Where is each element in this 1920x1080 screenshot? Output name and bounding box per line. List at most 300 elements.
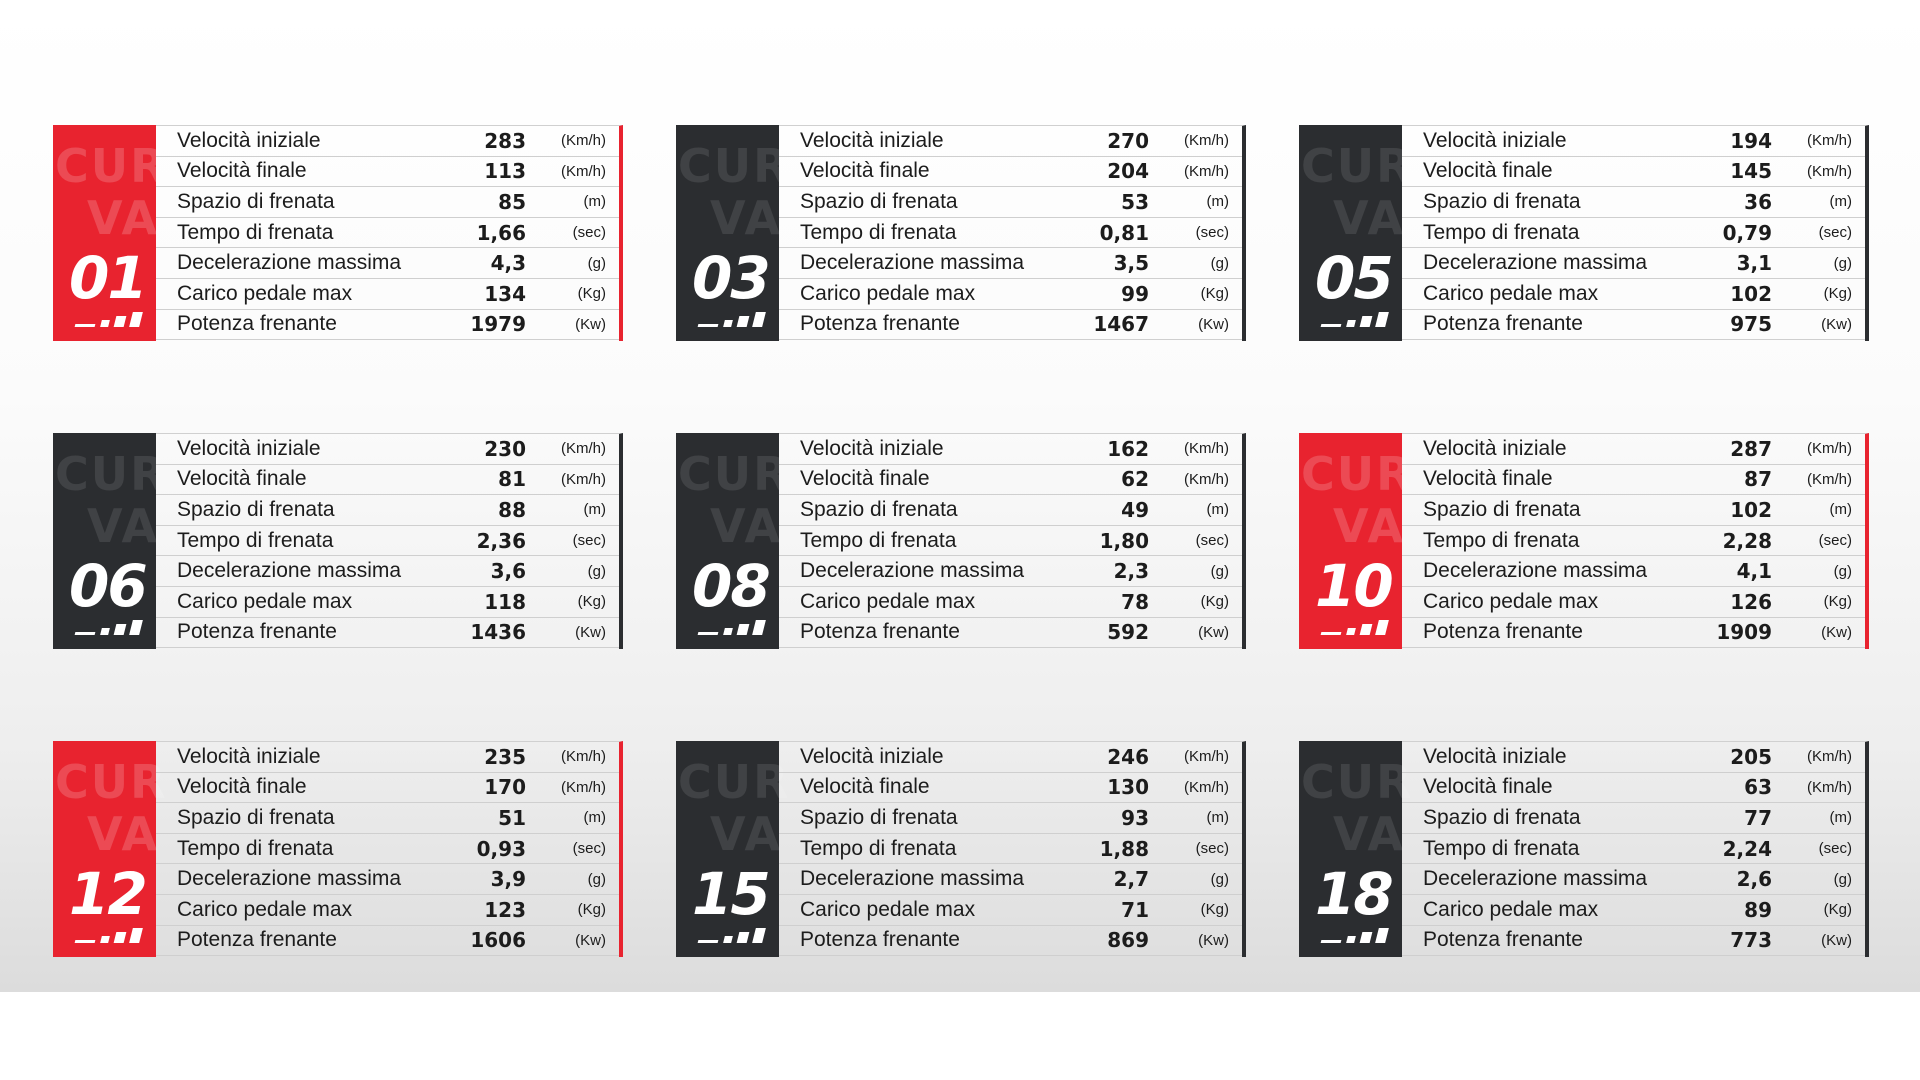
stat-unit: (m) xyxy=(1206,193,1229,211)
stat-value: 270 xyxy=(1107,128,1149,153)
stat-unit: (Km/h) xyxy=(1184,748,1229,766)
curve-badge xyxy=(53,433,168,649)
stats-row xyxy=(779,248,1242,279)
stat-value: 102 xyxy=(1730,281,1772,306)
stat-value: 88 xyxy=(498,497,526,522)
stat-unit: (m) xyxy=(1829,193,1852,211)
stat-value: 4,3 xyxy=(490,251,526,276)
stat-unit: (Kw) xyxy=(1821,931,1852,949)
stat-label: Carico pedale max xyxy=(177,589,353,613)
curve-watermark: CUR xyxy=(678,139,791,193)
stat-value: 53 xyxy=(1121,189,1149,214)
curve-watermark: VA xyxy=(1333,807,1406,861)
stats-row xyxy=(1402,587,1865,618)
curve-card xyxy=(676,125,1250,341)
stat-label: Potenza frenante xyxy=(800,312,960,336)
curve-number: 01 xyxy=(69,244,146,312)
stat-value: 36 xyxy=(1744,189,1772,214)
stat-unit: (Kg) xyxy=(577,593,606,611)
curve-watermark: CUR xyxy=(678,447,791,501)
stat-label: Velocità finale xyxy=(1423,467,1553,491)
curve-watermark: CUR xyxy=(1301,447,1414,501)
stat-label: Tempo di frenata xyxy=(177,220,334,244)
stat-label: Tempo di frenata xyxy=(800,528,957,552)
stat-value: 170 xyxy=(484,775,526,800)
stat-label: Velocità iniziale xyxy=(1423,436,1567,460)
stat-label: Spazio di frenata xyxy=(800,805,958,829)
curve-badge xyxy=(676,433,791,649)
signal-bars-icon xyxy=(75,311,141,327)
stat-label: Velocità iniziale xyxy=(177,436,321,460)
curve-card xyxy=(676,741,1250,957)
stat-label: Velocità iniziale xyxy=(177,744,321,768)
stats-row xyxy=(156,556,619,587)
stat-label: Tempo di frenata xyxy=(800,836,957,860)
curve-watermark: VA xyxy=(87,807,160,861)
curve-badge xyxy=(1299,433,1414,649)
stat-unit: (sec) xyxy=(572,224,606,242)
stat-value: 126 xyxy=(1730,589,1772,614)
stats-row xyxy=(779,526,1242,557)
stats-row xyxy=(779,587,1242,618)
stat-unit: (Kg) xyxy=(1823,593,1852,611)
curve-watermark: VA xyxy=(710,499,783,553)
curve-badge xyxy=(676,125,791,341)
stats-row xyxy=(1402,803,1865,834)
stat-unit: (g) xyxy=(587,870,606,888)
stat-label: Velocità finale xyxy=(800,159,930,183)
stat-unit: (m) xyxy=(1206,501,1229,519)
curve-watermark: CUR xyxy=(1301,755,1414,809)
stats-table xyxy=(1402,741,1869,957)
stat-unit: (sec) xyxy=(1818,532,1852,550)
stats-row xyxy=(156,803,619,834)
curve-watermark: CUR xyxy=(1301,139,1414,193)
curve-badge xyxy=(1299,125,1414,341)
stats-row xyxy=(779,279,1242,310)
stat-label: Velocità finale xyxy=(1423,775,1553,799)
stats-row xyxy=(779,465,1242,496)
stat-label: Spazio di frenata xyxy=(800,497,958,521)
stat-unit: (g) xyxy=(587,562,606,580)
curve-number: 18 xyxy=(1315,860,1392,928)
stats-table xyxy=(1402,125,1869,341)
stat-value: 194 xyxy=(1730,128,1772,153)
signal-bars-icon xyxy=(75,927,141,943)
curve-number: 06 xyxy=(69,552,146,620)
stat-unit: (m) xyxy=(1829,809,1852,827)
stat-value: 93 xyxy=(1121,805,1149,830)
curve-number: 03 xyxy=(692,244,769,312)
stat-label: Potenza frenante xyxy=(1423,928,1583,952)
stats-row xyxy=(779,126,1242,157)
stats-row xyxy=(1402,434,1865,465)
stats-table xyxy=(156,125,623,341)
stat-unit: (g) xyxy=(1210,562,1229,580)
stats-row xyxy=(779,803,1242,834)
stat-value: 205 xyxy=(1730,744,1772,769)
stat-label: Potenza frenante xyxy=(800,928,960,952)
stat-unit: (Km/h) xyxy=(561,748,606,766)
stat-unit: (m) xyxy=(583,809,606,827)
stat-unit: (Kg) xyxy=(577,285,606,303)
stat-label: Potenza frenante xyxy=(177,928,337,952)
stat-label: Decelerazione massima xyxy=(1423,867,1648,891)
stat-label: Spazio di frenata xyxy=(1423,805,1581,829)
curve-card xyxy=(1299,741,1873,957)
stat-label: Velocità iniziale xyxy=(800,436,944,460)
stat-label: Decelerazione massima xyxy=(800,251,1025,275)
stat-value: 49 xyxy=(1121,497,1149,522)
stat-unit: (Km/h) xyxy=(561,132,606,150)
stat-unit: (Kw) xyxy=(1198,315,1229,333)
stat-value: 235 xyxy=(484,744,526,769)
stat-value: 283 xyxy=(484,128,526,153)
stats-row xyxy=(156,279,619,310)
stat-label: Spazio di frenata xyxy=(800,189,958,213)
curve-card xyxy=(53,433,627,649)
stats-row xyxy=(1402,126,1865,157)
stats-row xyxy=(156,187,619,218)
stat-unit: (Km/h) xyxy=(1184,778,1229,796)
stat-label: Tempo di frenata xyxy=(177,836,334,860)
stat-label: Velocità iniziale xyxy=(800,128,944,152)
stats-row xyxy=(779,773,1242,804)
curve-number: 12 xyxy=(69,860,146,928)
curve-badge xyxy=(1299,741,1414,957)
stats-row xyxy=(156,526,619,557)
curve-watermark: VA xyxy=(710,807,783,861)
curve-watermark: CUR xyxy=(55,755,168,809)
stat-unit: (sec) xyxy=(572,840,606,858)
stat-unit: (g) xyxy=(1833,562,1852,580)
stat-value: 51 xyxy=(498,805,526,830)
stat-value: 118 xyxy=(484,589,526,614)
stat-label: Tempo di frenata xyxy=(800,220,957,244)
stat-label: Velocità finale xyxy=(800,467,930,491)
stat-unit: (sec) xyxy=(1195,840,1229,858)
stats-row xyxy=(156,434,619,465)
stats-row xyxy=(1402,495,1865,526)
stat-value: 89 xyxy=(1744,897,1772,922)
curve-number: 05 xyxy=(1315,244,1392,312)
stat-unit: (Kw) xyxy=(1821,315,1852,333)
stats-row xyxy=(1402,310,1865,341)
stat-label: Carico pedale max xyxy=(800,897,976,921)
stats-row xyxy=(1402,556,1865,587)
stat-value: 3,6 xyxy=(490,559,526,584)
stat-value: 102 xyxy=(1730,497,1772,522)
stats-row xyxy=(1402,248,1865,279)
stat-unit: (Kg) xyxy=(1200,593,1229,611)
stats-row xyxy=(156,895,619,926)
stat-label: Carico pedale max xyxy=(800,589,976,613)
stat-label: Velocità finale xyxy=(1423,159,1553,183)
curve-watermark: VA xyxy=(1333,191,1406,245)
stat-value: 87 xyxy=(1744,467,1772,492)
curve-card xyxy=(1299,125,1873,341)
stats-row xyxy=(1402,864,1865,895)
stat-label: Spazio di frenata xyxy=(1423,189,1581,213)
curve-card xyxy=(1299,433,1873,649)
stat-unit: (Km/h) xyxy=(1807,440,1852,458)
stats-row xyxy=(779,864,1242,895)
stat-value: 975 xyxy=(1730,312,1772,337)
stat-label: Carico pedale max xyxy=(1423,589,1599,613)
stat-label: Decelerazione massima xyxy=(800,867,1025,891)
stat-label: Velocità finale xyxy=(177,775,307,799)
stat-unit: (sec) xyxy=(1818,224,1852,242)
stat-value: 1467 xyxy=(1093,312,1149,337)
stat-unit: (sec) xyxy=(1818,840,1852,858)
stat-value: 3,1 xyxy=(1736,251,1772,276)
stat-label: Carico pedale max xyxy=(1423,897,1599,921)
stat-value: 1,66 xyxy=(476,220,526,245)
stat-value: 773 xyxy=(1730,928,1772,953)
stats-row xyxy=(779,834,1242,865)
stats-row xyxy=(156,310,619,341)
stat-unit: (Kg) xyxy=(1823,901,1852,919)
stats-row xyxy=(779,742,1242,773)
curve-badge xyxy=(53,741,168,957)
signal-bars-icon xyxy=(1321,311,1387,327)
stat-unit: (Kw) xyxy=(1821,623,1852,641)
stat-label: Carico pedale max xyxy=(177,897,353,921)
stat-label: Tempo di frenata xyxy=(1423,836,1580,860)
stat-label: Decelerazione massima xyxy=(1423,559,1648,583)
stat-value: 1606 xyxy=(470,928,526,953)
stat-label: Tempo di frenata xyxy=(1423,528,1580,552)
curve-badge xyxy=(53,125,168,341)
curve-watermark: VA xyxy=(1333,499,1406,553)
stats-row xyxy=(1402,618,1865,649)
stats-row xyxy=(156,926,619,957)
stat-label: Decelerazione massima xyxy=(1423,251,1648,275)
curve-watermark: CUR xyxy=(55,139,168,193)
stats-row xyxy=(1402,187,1865,218)
stat-unit: (g) xyxy=(587,254,606,272)
stat-label: Velocità iniziale xyxy=(1423,128,1567,152)
curve-watermark: CUR xyxy=(678,755,791,809)
stat-unit: (Km/h) xyxy=(561,778,606,796)
stats-row xyxy=(779,618,1242,649)
stat-value: 134 xyxy=(484,281,526,306)
stats-row xyxy=(779,495,1242,526)
stats-row xyxy=(1402,279,1865,310)
stat-unit: (Km/h) xyxy=(1807,162,1852,180)
stat-value: 62 xyxy=(1121,467,1149,492)
stats-row xyxy=(779,895,1242,926)
curve-number: 15 xyxy=(692,860,769,928)
stat-value: 1436 xyxy=(470,620,526,645)
stat-unit: (Km/h) xyxy=(1184,162,1229,180)
stat-unit: (Kw) xyxy=(1198,623,1229,641)
stat-value: 0,79 xyxy=(1722,220,1772,245)
curve-watermark: VA xyxy=(87,191,160,245)
stats-row xyxy=(1402,926,1865,957)
stat-value: 113 xyxy=(484,159,526,184)
stat-value: 162 xyxy=(1107,436,1149,461)
stat-value: 4,1 xyxy=(1736,559,1772,584)
stat-label: Decelerazione massima xyxy=(177,867,402,891)
stats-row xyxy=(156,773,619,804)
stat-value: 63 xyxy=(1744,775,1772,800)
stat-value: 2,3 xyxy=(1113,559,1149,584)
stats-row xyxy=(156,157,619,188)
stats-row xyxy=(1402,895,1865,926)
signal-bars-icon xyxy=(698,927,764,943)
stat-unit: (Km/h) xyxy=(561,440,606,458)
stat-label: Spazio di frenata xyxy=(1423,497,1581,521)
stats-row xyxy=(779,218,1242,249)
stats-row xyxy=(779,310,1242,341)
stat-label: Potenza frenante xyxy=(177,620,337,644)
stat-label: Velocità iniziale xyxy=(177,128,321,152)
stat-unit: (g) xyxy=(1833,870,1852,888)
stat-unit: (Km/h) xyxy=(1184,440,1229,458)
stat-unit: (Km/h) xyxy=(1807,132,1852,150)
stat-unit: (Km/h) xyxy=(1807,778,1852,796)
stats-table xyxy=(1402,433,1869,649)
stat-label: Decelerazione massima xyxy=(800,559,1025,583)
stat-label: Spazio di frenata xyxy=(177,189,335,213)
stats-row xyxy=(779,556,1242,587)
stat-unit: (g) xyxy=(1210,254,1229,272)
stats-row xyxy=(1402,526,1865,557)
stat-value: 71 xyxy=(1121,897,1149,922)
stat-value: 2,28 xyxy=(1722,528,1772,553)
stat-value: 3,9 xyxy=(490,867,526,892)
curve-number: 10 xyxy=(1315,552,1392,620)
stat-unit: (Km/h) xyxy=(1807,748,1852,766)
stat-value: 1,88 xyxy=(1099,836,1149,861)
stat-value: 869 xyxy=(1107,928,1149,953)
stat-label: Tempo di frenata xyxy=(177,528,334,552)
stat-value: 145 xyxy=(1730,159,1772,184)
stat-unit: (m) xyxy=(583,193,606,211)
curve-watermark: VA xyxy=(710,191,783,245)
curve-watermark: CUR xyxy=(55,447,168,501)
stats-row xyxy=(156,834,619,865)
stat-label: Potenza frenante xyxy=(800,620,960,644)
stat-value: 0,93 xyxy=(476,836,526,861)
stat-unit: (Km/h) xyxy=(1184,470,1229,488)
curve-card xyxy=(53,125,627,341)
stat-value: 77 xyxy=(1744,805,1772,830)
stats-row xyxy=(156,465,619,496)
stat-label: Velocità iniziale xyxy=(800,744,944,768)
stat-unit: (m) xyxy=(1829,501,1852,519)
stats-table xyxy=(779,433,1246,649)
stats-row xyxy=(779,187,1242,218)
stat-unit: (Km/h) xyxy=(1807,470,1852,488)
stat-label: Spazio di frenata xyxy=(177,497,335,521)
stat-unit: (Kg) xyxy=(1823,285,1852,303)
stat-value: 81 xyxy=(498,467,526,492)
stat-value: 1979 xyxy=(470,312,526,337)
stat-label: Decelerazione massima xyxy=(177,559,402,583)
stat-label: Potenza frenante xyxy=(1423,312,1583,336)
stat-label: Spazio di frenata xyxy=(177,805,335,829)
stat-value: 230 xyxy=(484,436,526,461)
stats-row xyxy=(1402,773,1865,804)
stat-unit: (Km/h) xyxy=(561,162,606,180)
stats-row xyxy=(156,742,619,773)
stat-unit: (sec) xyxy=(1195,224,1229,242)
stats-row xyxy=(156,618,619,649)
curve-card xyxy=(676,433,1250,649)
stat-label: Potenza frenante xyxy=(1423,620,1583,644)
stats-row xyxy=(1402,465,1865,496)
stat-unit: (Kw) xyxy=(575,623,606,641)
stats-row xyxy=(156,126,619,157)
stat-label: Velocità iniziale xyxy=(1423,744,1567,768)
stat-value: 246 xyxy=(1107,744,1149,769)
stat-unit: (Km/h) xyxy=(1184,132,1229,150)
stat-label: Carico pedale max xyxy=(177,281,353,305)
stat-value: 1909 xyxy=(1716,620,1772,645)
stats-table xyxy=(156,741,623,957)
stat-value: 0,81 xyxy=(1099,220,1149,245)
curve-card xyxy=(53,741,627,957)
stat-unit: (Kw) xyxy=(1198,931,1229,949)
stat-value: 2,6 xyxy=(1736,867,1772,892)
stat-label: Decelerazione massima xyxy=(177,251,402,275)
signal-bars-icon xyxy=(75,619,141,635)
stat-value: 99 xyxy=(1121,281,1149,306)
stats-table xyxy=(779,125,1246,341)
stats-row xyxy=(1402,834,1865,865)
signal-bars-icon xyxy=(698,619,764,635)
stats-row xyxy=(156,864,619,895)
stat-label: Carico pedale max xyxy=(1423,281,1599,305)
stat-unit: (Kg) xyxy=(577,901,606,919)
stat-label: Tempo di frenata xyxy=(1423,220,1580,244)
stat-value: 287 xyxy=(1730,436,1772,461)
stat-unit: (sec) xyxy=(1195,532,1229,550)
stats-row xyxy=(1402,157,1865,188)
stat-value: 1,80 xyxy=(1099,528,1149,553)
stat-value: 2,7 xyxy=(1113,867,1149,892)
signal-bars-icon xyxy=(1321,619,1387,635)
stat-value: 85 xyxy=(498,189,526,214)
stat-unit: (Kg) xyxy=(1200,901,1229,919)
stat-value: 2,24 xyxy=(1722,836,1772,861)
signal-bars-icon xyxy=(698,311,764,327)
stats-row xyxy=(1402,742,1865,773)
stats-row xyxy=(156,587,619,618)
stats-row xyxy=(156,218,619,249)
stats-table xyxy=(156,433,623,649)
stat-label: Potenza frenante xyxy=(177,312,337,336)
stat-unit: (m) xyxy=(1206,809,1229,827)
stat-unit: (sec) xyxy=(572,532,606,550)
stats-row xyxy=(156,495,619,526)
stat-unit: (g) xyxy=(1833,254,1852,272)
curve-badge xyxy=(676,741,791,957)
stats-row xyxy=(779,157,1242,188)
stats-row xyxy=(779,926,1242,957)
stats-row xyxy=(156,248,619,279)
curve-watermark: VA xyxy=(87,499,160,553)
stat-value: 2,36 xyxy=(476,528,526,553)
stat-label: Carico pedale max xyxy=(800,281,976,305)
stat-unit: (Kw) xyxy=(575,931,606,949)
stat-unit: (Kw) xyxy=(575,315,606,333)
stat-label: Velocità finale xyxy=(800,775,930,799)
signal-bars-icon xyxy=(1321,927,1387,943)
stat-label: Velocità finale xyxy=(177,467,307,491)
